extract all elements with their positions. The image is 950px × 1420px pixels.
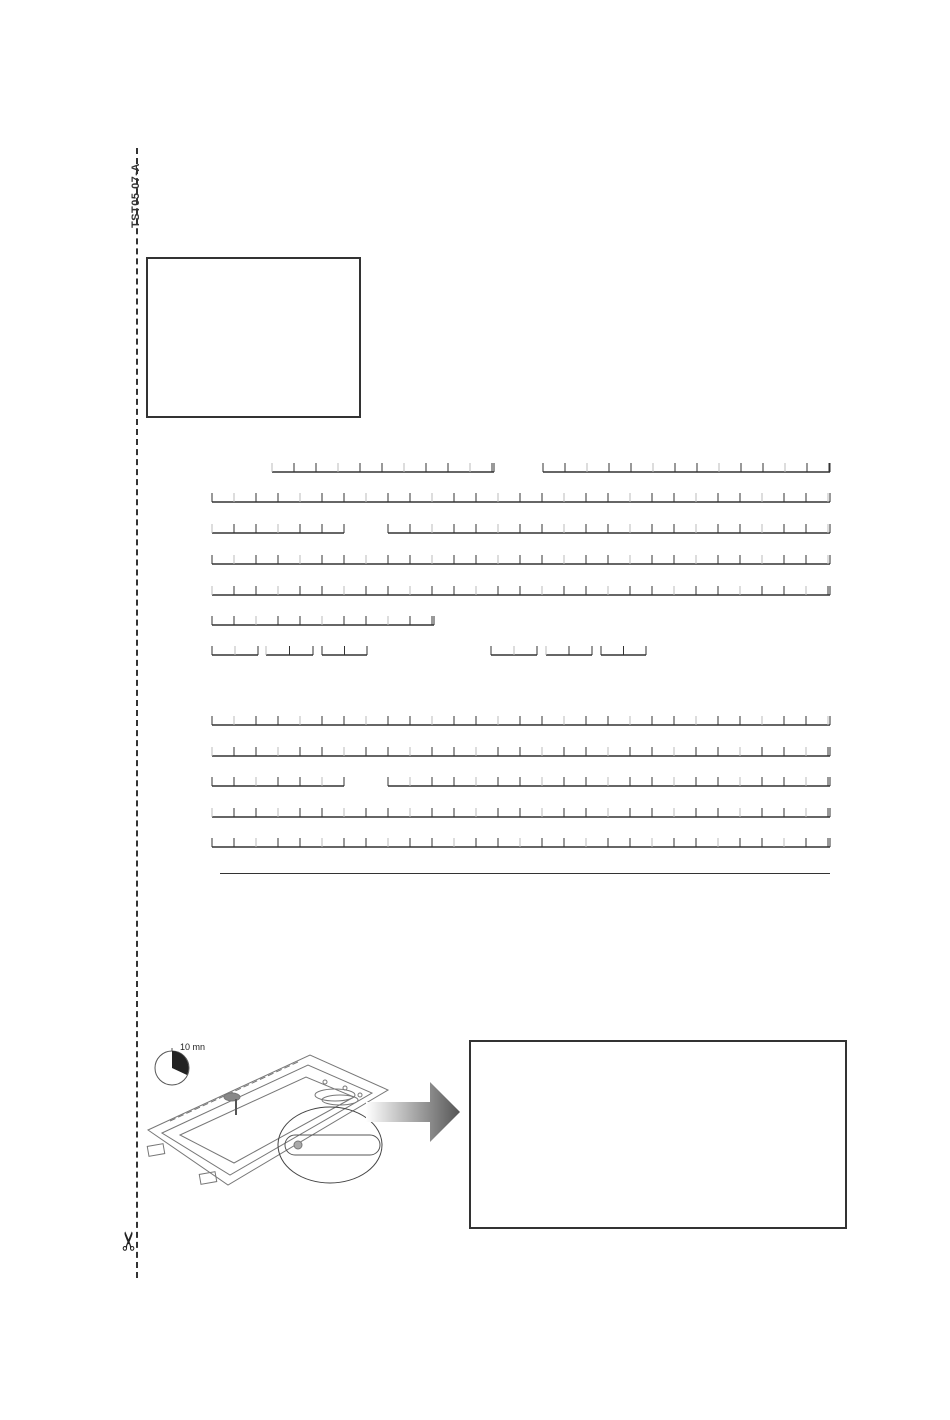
comb-field[interactable] [212,777,344,786]
right-arrow-icon [366,1080,462,1144]
document-code: TST05 07-A [130,163,142,228]
comb-field[interactable] [212,616,434,625]
scissors-icon: ✂ [113,1230,144,1252]
comb-field[interactable] [266,646,313,655]
comb-field[interactable] [272,463,494,472]
comb-field[interactable] [546,646,592,655]
timer-label: 10 mn [180,1042,206,1052]
comb-field[interactable] [388,524,830,533]
comb-field[interactable] [212,646,258,655]
stopwatch-icon [155,1048,189,1085]
comb-field[interactable] [212,586,830,595]
comb-field[interactable] [322,646,367,655]
comb-field[interactable] [212,838,830,847]
comb-field[interactable] [212,555,830,564]
comb-field[interactable] [212,808,830,817]
comb-field[interactable] [388,777,830,786]
result-box[interactable] [469,1040,847,1229]
comb-field[interactable] [543,463,830,472]
comb-field[interactable] [212,524,344,533]
comb-field[interactable] [212,493,830,502]
comb-field[interactable] [212,747,830,756]
spa-pool-illustration [140,1035,390,1195]
comb-field[interactable] [601,646,646,655]
comb-field[interactable] [212,716,830,725]
signature-line[interactable] [220,873,830,874]
spa-pool-icon [147,1055,388,1185]
comb-field[interactable] [491,646,537,655]
